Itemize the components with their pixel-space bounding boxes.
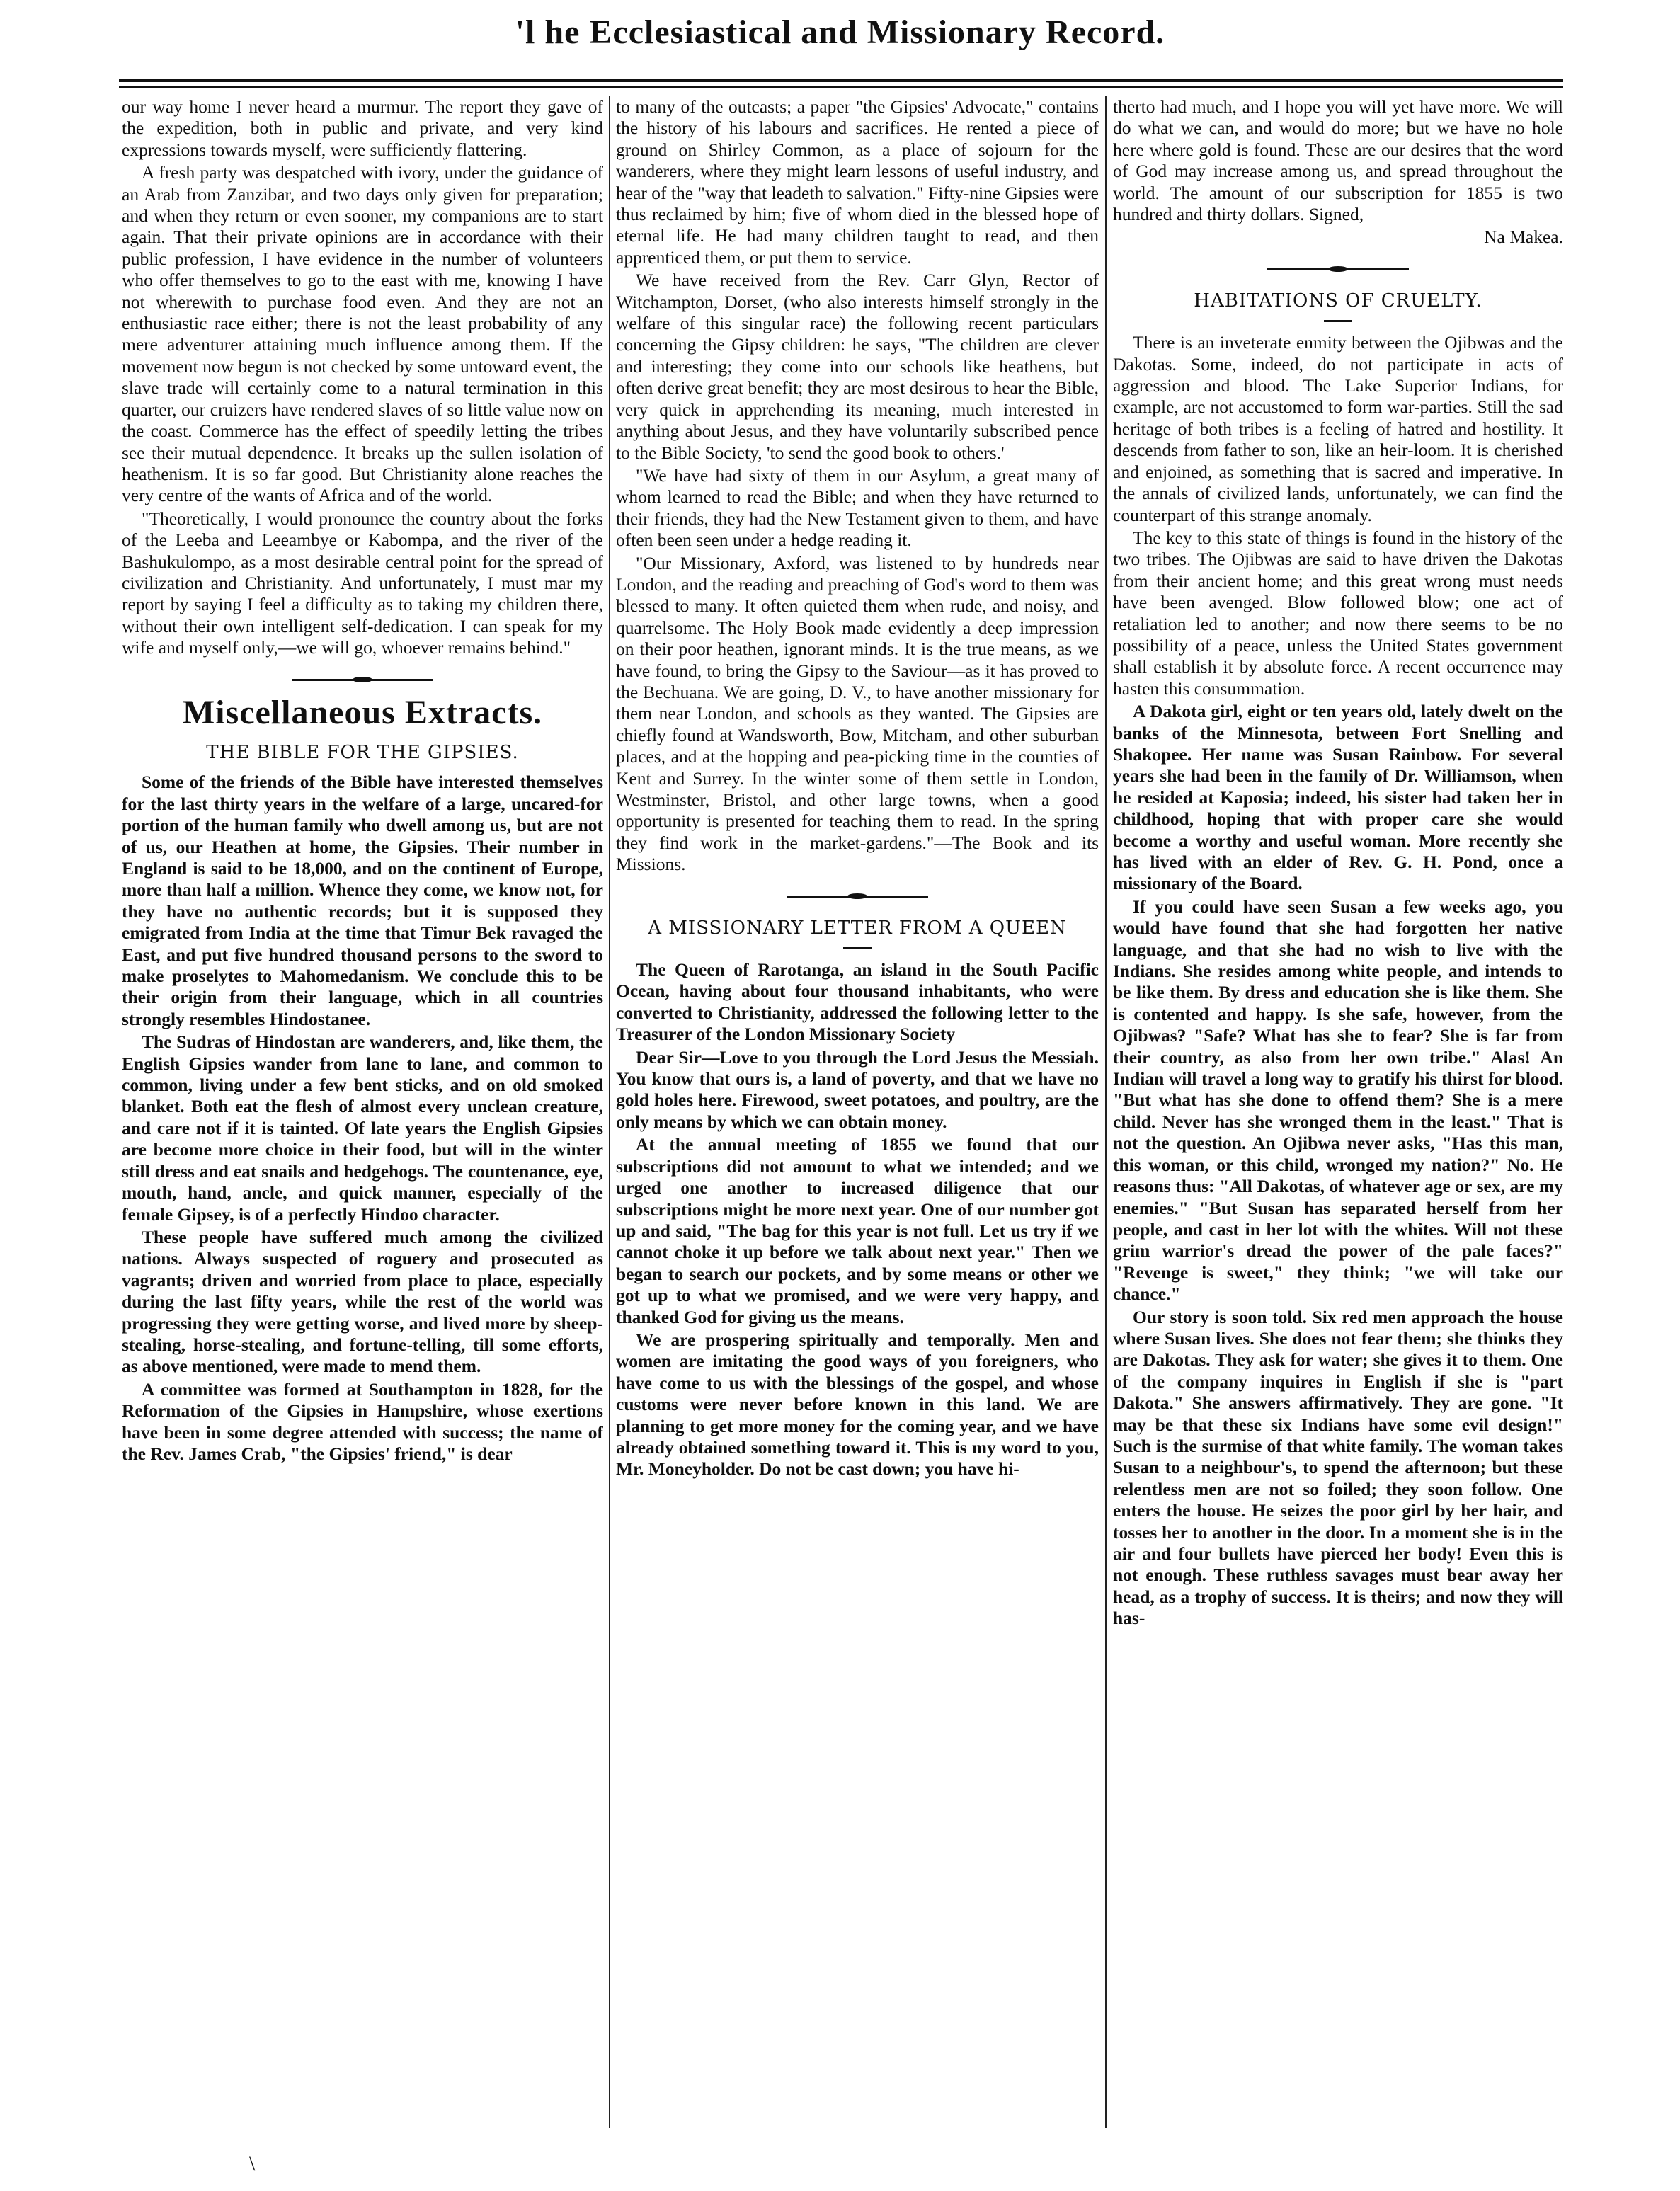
column-divider-2 <box>1105 96 1107 2128</box>
column-2 <box>616 96 1099 2128</box>
signature: Na Makea. <box>1484 227 1563 248</box>
paragraph: "Theoretically, I would pronounce the country about the forks of the Leeba and Leeambye or Kabompa, and the river of the Bashukulompo, as a most desirable central point for the spread of civilization and Christianity. And unfortunately, I must mar my report by saying I feel a difficulty as to taking my children there, without their own intelligent self-dedication. I can speak for my wife and myself only,—we will go, whoever remains behind." <box>122 508 603 658</box>
paragraph: "Our Missionary, Axford, was listened to by hundreds near London, and the reading and preaching of God's word to them was blessed to many. It often quieted them when rude, and noisy, and quarrelsome. The Holy Book made evidently a deep impression on their poor heathen, ignorant minds. It is the true means, as we have found, to bring the Gipsy to the Saviour—as it has proved to the Bechuana. We are going, D. V., to have another missionary for them near London, and schools as they wanted. The Gipsies are chiefly found at Wandsworth, Bow, Mitcham, and other suburban places, and at the hopping and pea-picking time in the counties of Kent and Surrey. In the winter some of them settle in London, Westminster, Bristol, and other large towns, when a good opportunity is presented for teaching them to read. In the spring they find work in the market-gardens."—The Book and its Missions. <box>616 552 1099 875</box>
article-subhead: THE BIBLE FOR THE GIPSIES. <box>206 741 519 763</box>
paragraph: The key to this state of things is found in the history of the two tribes. The Ojibwas are said to have driven the Dakotas from their ancient home; and this great wrong must needs have been avenged. Blow followed blow; one act of retaliation led to another; and now there seems to be no possibility of a peace, unless the United States government shall establish it by absolute force. A recent occurrence may hasten this consummation. <box>1113 527 1563 699</box>
section-ornament <box>1267 268 1409 270</box>
paragraph: Dear Sir—Love to you through the Lord Jesus the Messiah. You know that ours is, a land of poverty, and that we have no gold holes here. Firewood, sweet potatoes, and poultry, are the only means by which we can obtain money. <box>616 1046 1099 1132</box>
subhead-dash <box>843 947 872 949</box>
section-ornament <box>292 679 433 681</box>
masthead-title: 'l he Ecclesiastical and Missionary Record. <box>515 13 1165 51</box>
paragraph: We have received from the Rev. Carr Glyn, Rector of Witchampton, Dorset, (who also interests himself strongly in the welfare of this singular race) the following recent particulars concerning the Gipsy children: he says, "The children are clever and interesting; they come into our schools like heathens, but often derive great benefit; they are most desirous to hear the Bible, very quick in apprehending its meaning, much interested in anything about Jesus, and they have voluntarily subscribed pence to the Bible Society, 'to send the good book to others.' <box>616 270 1099 463</box>
header-rule-thin <box>119 86 1563 88</box>
article-subhead: A MISSIONARY LETTER FROM A QUEEN <box>648 917 1067 939</box>
paragraph: We are prospering spiritually and temporally. Men and women are imitating the good ways of you foreigners, who have come to us with the blessings of the gospel, and whose customs were never before known in this land. We are planning to get more money for the coming year, and we have already obtained something toward it. This is my word to you, Mr. Moneyholder. Do not be cast down; you have hi- <box>616 1329 1099 1480</box>
stray-mark: \ <box>249 2152 256 2175</box>
paragraph: Some of the friends of the Bible have interested themselves for the last thirty years in the welfare of a large, uncared-for portion of the human family who dwell among us, but are not of us, our Heathen at home, the Gipsies. Their number in England is said to be 18,000, and on the continent of Europe, more than half a million. Whence they come, we know not, for they have no authentic records; but it is supposed they emigrated from India at the time that Timur Bek ravaged the East, and put five hundred thousand persons to the sword to make proselytes to Mahomedanism. We conclude this to be their origin from their language, which in all countries strongly resembles Hindostanee. <box>122 772 603 1029</box>
subhead-dash <box>1324 320 1352 322</box>
paragraph: The Queen of Rarotanga, an island in the South Pacific Ocean, having about four thousand inhabitants, who were converted to Christianity, addressed the following letter to the Treasurer of the London Missionary Society <box>616 959 1099 1045</box>
paragraph: The Sudras of Hindostan are wanderers, and, like them, the English Gipsies wander from lane to lane, and common to common, living under a few bent sticks, and on old smoked blanket. Both eat the flesh of almost every unclean creature, and care not if it is tainted. Of late years the English Gipsies are become more choice in their food, but will in the winter still dress and eat snails and hedgehogs. The countenance, eye, mouth, hand, ancle, and quick manner, especially of the female Gipsey, is of a perfectly Hindoo character. <box>122 1031 603 1225</box>
header-rule-thick <box>119 79 1563 82</box>
column-1 <box>122 96 603 2128</box>
paragraph: A fresh party was despatched with ivory, under the guidance of an Arab from Zanzibar, and two days only given for preparation; and when they return or even sooner, my companions are to start again. That their private opinions are in accordance with their public profession, I have evidence in the number of volunteers who offer themselves to go to the east with me, knowing I have not wherewith to purchase food even. And they are not an enthusiastic race either; there is not the least probability of any mere adventurer attaining much influence among them. If the movement now begun is not checked by some untoward event, the slave trade will certainly come to a natural termination in this quarter, our cruizers have rendered slaves of so little value now on the coast. Commerce has the effect of speedily letting the tribes see their mutual dependence. It breaks up the sullen isolation of heathenism. It is so far good. But Christianity alone reaches the very centre of the wants of Africa and of the world. <box>122 162 603 506</box>
paragraph: There is an inveterate enmity between the Ojibwas and the Dakotas. Some, indeed, do not participate in acts of aggression and blood. The Lake Superior Indians, for example, are not accustomed to form war-parties. Still the sad heritage of both tribes is a feeling of hatred and hostility. It descends from father to son, like an heir-loom. It is cherished and enjoined, as something that is sacred and imperative. In the annals of civilized lands, unfortunately, we can find the counterpart of this strange anomaly. <box>1113 332 1563 525</box>
paragraph: These people have suffered much among the civilized nations. Always suspected of roguery and prosecuted as vagrants; driven and worried from place to place, especially during the last fifty years, while the rest of the world was progressing they were getting worse, and lived more by sheep-stealing, horse-stealing, and fortune-telling, till some efforts, as above mentioned, were made to mend them. <box>122 1226 603 1377</box>
article-subhead: HABITATIONS OF CRUELTY. <box>1194 290 1482 311</box>
column-3 <box>1113 96 1563 2128</box>
paragraph: A committee was formed at Southampton in 1828, for the Reformation of the Gipsies in Hampshire, whose exertions have been in some degree attended with success; the name of the Rev. James Crab, "the Gipsies' friend," is dear <box>122 1378 603 1464</box>
paragraph: If you could have seen Susan a few weeks ago, you would have found that she had forgotten her native language, and that she had no wish to live with the Indians. She resides among white people, and intends to be like them. By dress and education she is like them. She is contented and happy. Is she safe, however, from the Ojibwas? "Safe? What has she to fear? She is far from their country, as also from her own tribe." Alas! An Indian will travel a long way to gratify his thirst for blood. "But what has she done to offend them? She is a mere child. Never has she wronged them in the least." That is not the question. An Ojibwa never asks, "Has this man, this woman, or this child, wronged my nation?" No. He reasons thus: "All Dakotas, of whatever age or sex, are my enemies." "But Susan has separated herself from her people, and cast in her lot with the whites. Will not these grim warrior's dread the power of the pale faces?" "Revenge is sweet," they think; "we will take our chance." <box>1113 896 1563 1305</box>
section-ornament <box>787 896 928 898</box>
paragraph: "We have had sixty of them in our Asylum, a great many of whom learned to read the Bible; and when they have returned to their friends, they had the New Testament given to them, and have often been seen under a hedge reading it. <box>616 464 1099 551</box>
paragraph: to many of the outcasts; a paper "the Gipsies' Advocate," contains the history of his labours and sacrifices. He rented a piece of ground on Shirley Common, as a place of sojourn for the wanderers, where they might learn lessons of useful industry, and hear of the "way that leadeth to salvation." Fifty-nine Gipsies were thus reclaimed by him; five of whom died in the blessed hope of eternal life. He had many children taught to read, and then apprenticed them, or put them to service. <box>616 96 1099 268</box>
paragraph: A Dakota girl, eight or ten years old, lately dwelt on the banks of the Minnesota, between Fort Snelling and Shakopee. Her name was Susan Rainbow. For several years she had been in the family of Dr. Williamson, when he resided at Kaposia; indeed, his sister had taken her in childhood, hoping that with proper care she would become a worthy and useful woman. More recently she has lived with an elder of Rev. G. H. Pond, once a missionary of the Board. <box>1113 701 1563 894</box>
paragraph: therto had much, and I hope you will yet have more. We will do what we can, and would do more; but we have no hole here where gold is found. These are our desires that the word of God may increase among us, and spread throughout the world. The amount of our subscription for 1855 is two hundred and thirty dollars. Signed, <box>1113 96 1563 225</box>
column-divider-1 <box>609 96 610 2128</box>
section-title: Miscellaneous Extracts. <box>182 693 543 731</box>
paragraph: our way home I never heard a murmur. The report they gave of the expedition, both in public and private, and very kind expressions towards myself, were sufficiently flattering. <box>122 96 603 160</box>
paragraph: At the annual meeting of 1855 we found that our subscriptions did not amount to what we intended; and we urged one another to increased diligence that our subscriptions might be more next year. One of our number got up and said, "The bag for this year is not full. Let us try if we cannot choke it up before we talk about next year." Then we began to search our pockets, and by some means or other we got up to what we promised, and we were very happy, and thanked God for giving us the means. <box>616 1134 1099 1327</box>
paragraph: Our story is soon told. Six red men approach the house where Susan lives. She does not fear them; she thinks they are Dakotas. They ask for water; she gives it to them. One of the company inquires in English if she is "part Dakota." She answers affirmatively. They are gone. "It may be that these six Indians have some evil design!" Such is the surmise of that white family. The woman takes Susan to a neighbour's, to spend the afternoon; but these relentless men are not so foiled; they soon follow. One enters the house. He seizes the poor girl by her hair, and tosses her to another in the door. In a moment she is in the air and four bullets have pierced her body! Even this is not enough. These ruthless savages must bear away her head, as a trophy of success. It is theirs; and now they will has- <box>1113 1306 1563 1629</box>
